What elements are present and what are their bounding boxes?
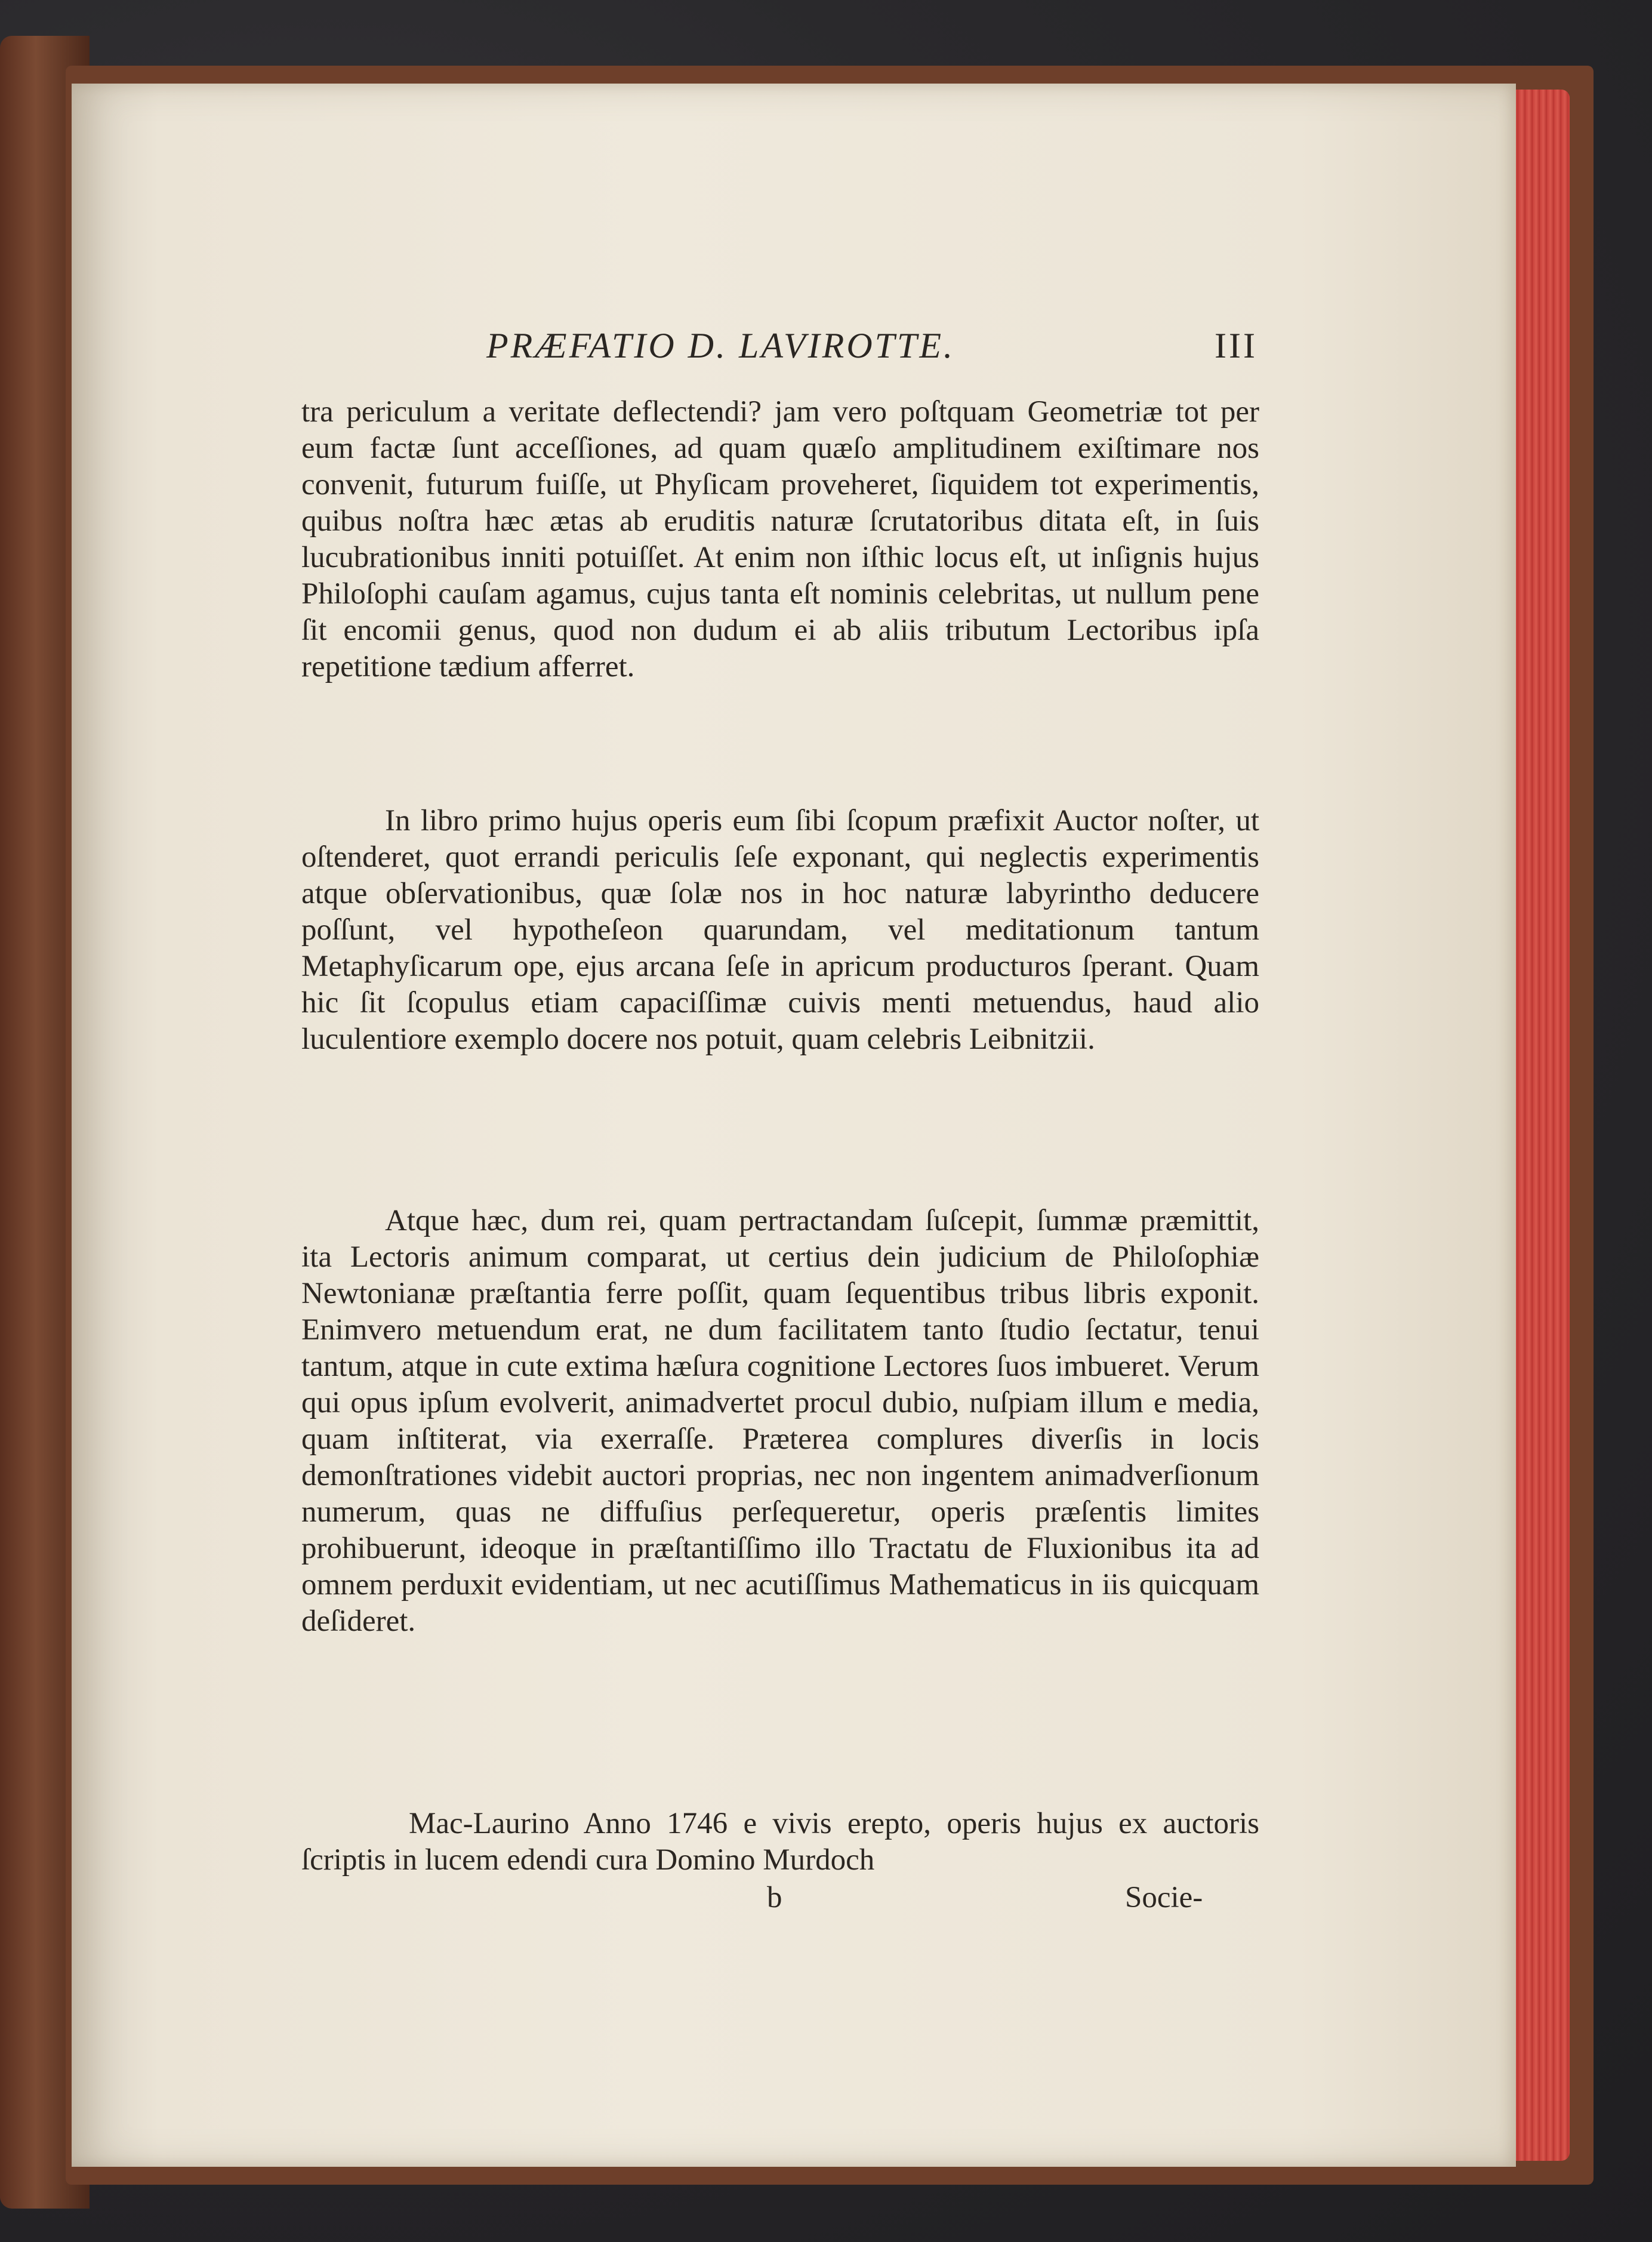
signature-mark: b (767, 1881, 782, 1914)
paragraph-2 (301, 803, 1259, 1058)
paragraph-1 (301, 394, 1259, 685)
page-number: III (1215, 326, 1258, 365)
paragraph-text: Mac-Laurino Anno 1746 e vivis erepto, operis hujus ex auctoris ſcriptis in lucem edendi cura Domino Murdoch (301, 1807, 1259, 1877)
catchword: Socie- (1125, 1881, 1203, 1914)
paragraph-4 (301, 1806, 1259, 1878)
paragraph-text: In libro primo hujus operis eum ſibi ſcopum præfixit Auctor noſter, ut oſtenderet, quot errandi periculis ſeſe exponant, qui neglectis experimentis atque obſervationibus, quæ ſolæ nos in hoc naturæ labyrintho deducere poſſunt, vel hypotheſeon quarundam, vel meditationum tantum Metaphyſicarum ope, ejus arcana ſeſe in apricum producturos ſperant. Quam hic ſit ſcopulus etiam capaciſſimæ cuivis menti metuendus, haud alio luculentiore exemplo docere nos potuit, quam celebris Leibnitzii. (301, 804, 1259, 1056)
paragraph-text: Atque hæc, dum rei, quam pertractandam ſuſcepit, ſummæ præmittit, ita Lectoris animum comparat, ut certius dein judicium de Philoſophiæ Newtonianæ præſtantia ferre poſſit, quam ſequentibus tribus libris exponit. Enimvero metuendum erat, ne dum facilitatem tanto ſtudio ſectatur, tenui tantum, atque in cute extima hæſura cognitione Lectores ſuos imbueret. Verum qui opus ipſum evolverit, animadvertet procul dubio, nuſpiam illum e media, quam inſtiterat, via exerraſſe. Præterea complures diverſis in locis demonſtrationes videbit auctori proprias, nec non ingentem animadverſionum numerum, quas ne diffuſius perſequeretur, operis præſentis limites prohibuerunt, ideoque in præſtantiſſimo illo Tractatu de Fluxionibus ita ad omnem perduxit evidentiam, ut nec acutiſſimus Mathematicus in iis quicquam deſideret. (301, 1204, 1259, 1638)
paragraph-text: tra periculum a veritate deflectendi? jam vero poſtquam Geometriæ tot per eum factæ ſunt acceſſiones, ad quam quæſo amplitudinem exiſtimare nos convenit, futurum fuiſſe, ut Phyſicam proveheret, ſiquidem tot experimentis, quibus noſtra hæc ætas ab eruditis naturæ ſcrutatoribus ditata eſt, in ſuis lucubrationibus inniti potuiſſet. At enim non iſthic locus eſt, ut inſignis hujus Philoſophi cauſam agamus, cujus tanta eſt nominis celebritas, ut nullum pene ſit encomii genus, quod non dudum ei ab aliis tributum Lectoribus ipſa repetitione tædium afferret. (301, 395, 1259, 683)
running-title: PRÆFATIO D. LAVIROTTE. (486, 326, 956, 365)
paragraph-3 (301, 1203, 1259, 1640)
